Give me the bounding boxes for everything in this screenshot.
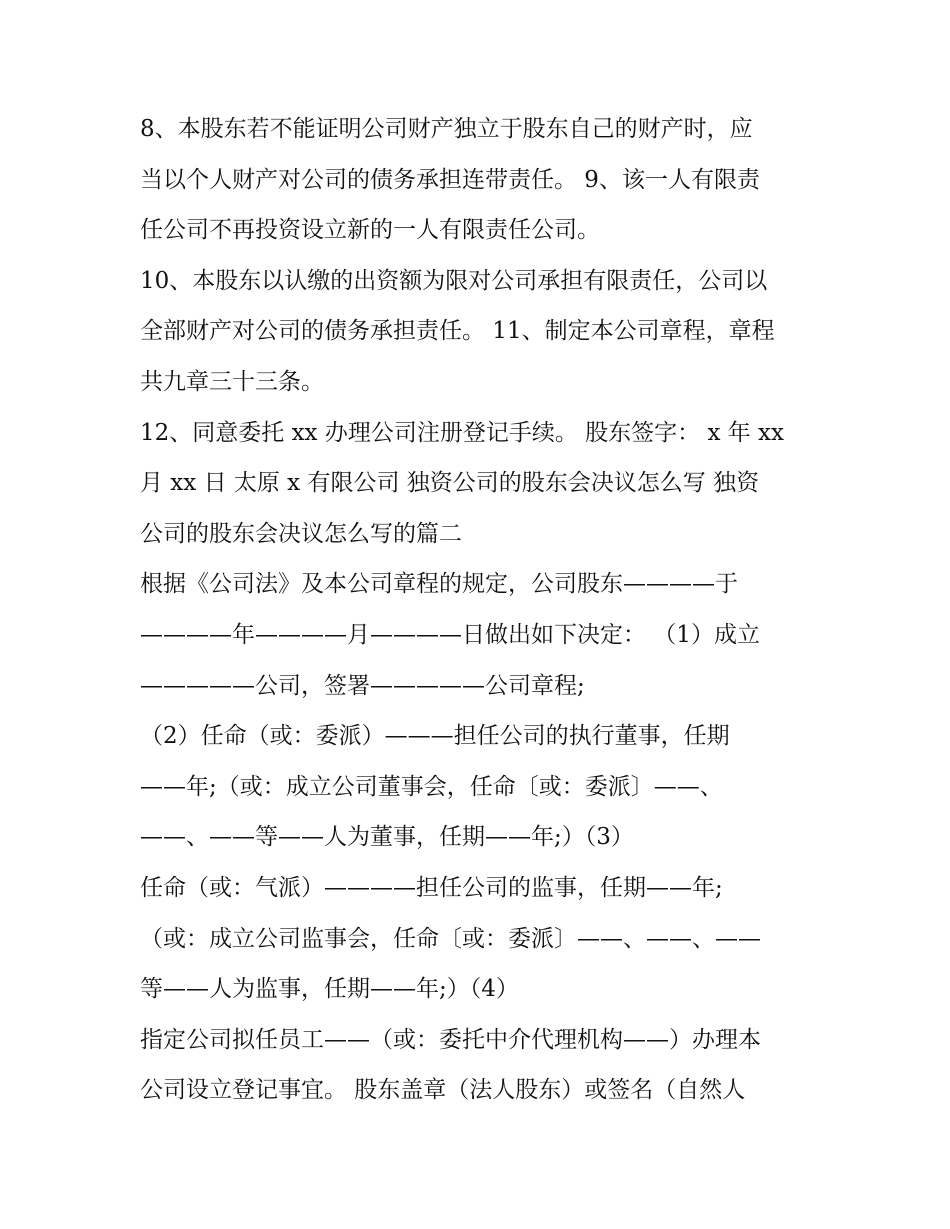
text-line: （2）任命（或：委派）———担任公司的执行董事，任期 — [140, 723, 730, 750]
text-line: 8、本股东若不能证明公司财产独立于股东自己的财产时，应 — [140, 116, 753, 142]
text-line: ——年;（或：成立公司董事会，任命〔或：委派〕——、 — [140, 773, 723, 800]
text-line: 月 xx 日 太原 x 有限公司 独资公司的股东会决议怎么写 独资 — [140, 470, 760, 497]
document-body — [140, 104, 820, 1116]
text-line: 当以个人财产对公司的债务承担连带责任。 9、该一人有限责 — [140, 166, 760, 193]
text-line: 任命（或：气派）————担任公司的监事，任期——年; — [140, 874, 723, 901]
text-line: ————年————月————日做出如下决定： （1）成立 — [140, 621, 760, 648]
text-line: ——、——等——人为董事，任期——年;）（3） — [140, 824, 634, 851]
text-line: （或：成立公司监事会，任命〔或：委派〕——、——、—— — [140, 925, 761, 952]
text-line: 12、同意委托 xx 办理公司注册登记手续。 股东签字： x 年 xx — [140, 419, 784, 446]
text-line: 任公司不再投资设立新的一人有限责任公司。 — [140, 217, 600, 244]
text-line: 指定公司拟任员工——（或：委托中介代理机构——）办理本 — [140, 1026, 761, 1053]
text-line: 10、本股东以认缴的出资额为限对公司承担有限责任，公司以 — [140, 267, 768, 294]
text-line: 根据《公司法》及本公司章程的规定，公司股东————于 — [140, 571, 738, 598]
text-line: 共九章三十三条。 — [140, 368, 324, 395]
text-line: 等——人为监事，任期——年;）（4） — [140, 976, 519, 1003]
text-line: 公司的股东会决议怎么写的篇二 — [140, 520, 462, 547]
text-line: —————公司，签署—————公司章程; — [140, 672, 585, 699]
text-line: 全部财产对公司的债务承担责任。 11、制定本公司章程，章程 — [140, 318, 775, 345]
text-line: 公司设立登记事宜。 股东盖章（法人股东）或签名（自然人 — [140, 1077, 746, 1104]
